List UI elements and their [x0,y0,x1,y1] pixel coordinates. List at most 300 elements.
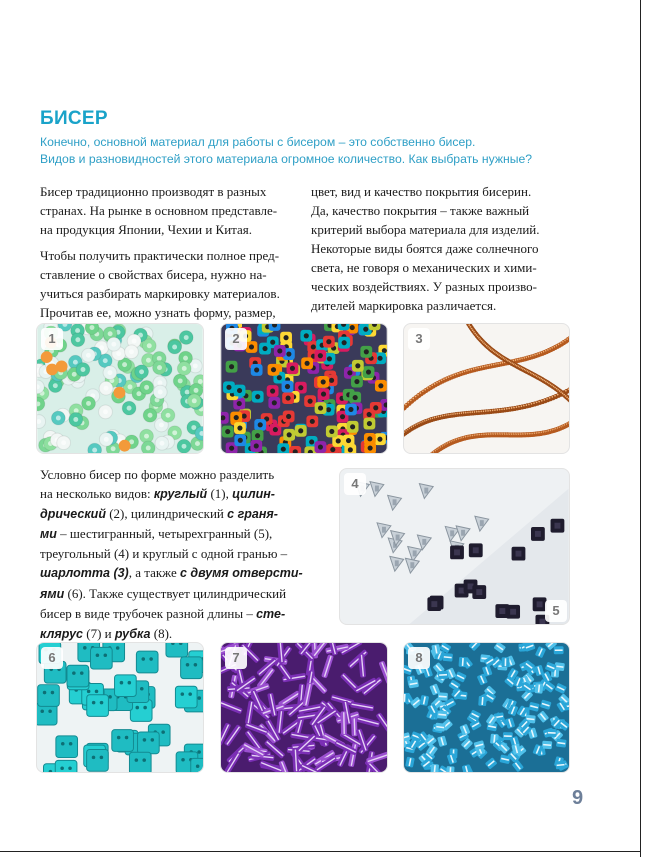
text-fragment: на несколько видов: [40,486,154,502]
bead-shape [194,388,199,393]
bead-shape [114,387,126,399]
bead-shape [144,434,149,439]
bead-shape [51,691,55,695]
bead-shape [356,716,380,728]
bead-shape [140,687,144,691]
bead-shape [318,353,323,358]
bead-shape [536,401,538,403]
bead-shape [373,405,378,410]
bead-shape [136,391,141,396]
bead-shape [80,367,85,372]
photo-number-badge: 8 [408,647,430,669]
bead-shape [53,383,58,388]
bead-shape [480,520,484,526]
bead-shape [378,356,383,361]
bead-shape [347,370,352,375]
bead-shape [473,547,479,553]
bead-types-text [40,465,310,644]
bead-shape [454,549,460,555]
bead-shape [273,427,278,432]
bead-shape [368,445,373,450]
bead-shape [237,401,242,406]
bead-shape [511,407,513,409]
photo-bugle-beads [220,642,388,773]
left-column [40,182,302,329]
bead-shape [103,358,108,363]
bead-shape [557,394,559,396]
bead-shape [136,651,158,673]
bead-shape [506,408,508,410]
bead-shape [311,344,316,349]
photo-number-badge: 3 [408,328,430,350]
bead-shape [551,396,553,398]
bead-shape [408,679,419,688]
bead-shape [147,343,152,348]
text-fragment: – шестигранный, четырехгранный (5), [56,526,273,542]
bead-shape [330,447,335,452]
bead-shape [151,738,155,742]
photo-cylinder-beads [220,323,388,454]
bead-shape [340,711,346,735]
text-line: цвет, вид и качество покрытия бисерин. [311,184,532,199]
term-cylindrical: дрический [40,507,106,522]
bead-shape [286,351,291,356]
bead-shape [542,741,552,750]
bead-shape [68,766,72,770]
bead-shape [111,446,116,451]
bead-shape [405,404,407,406]
bead-shape [144,385,149,390]
page-border-bottom [0,851,641,852]
bead-shape [505,717,515,729]
bead-shape [508,408,510,410]
bead-shape [41,351,53,363]
bead-shape [197,696,201,700]
bead-shape [175,686,197,708]
bead-shape [565,390,567,392]
paragraph [40,182,302,239]
subtitle-line: Конечно, основной материал для работы с бисером – это собственно бисер. [40,135,476,149]
bead-shape [158,380,163,385]
bead-shape [417,394,419,396]
bead-shape [523,405,525,407]
bead-shape [67,665,89,687]
bead-shape [108,331,113,336]
bead-shape [262,346,267,351]
bead-shape [234,415,239,420]
bead-shape [178,378,183,383]
bead-shape [122,362,127,367]
bead-shape [132,339,137,344]
bead-shape [304,333,309,338]
bead-shape [80,671,84,675]
bead-shape [83,646,87,650]
bead-shape [431,601,437,607]
photo-number-badge: 2 [225,328,247,350]
bead-shape [92,701,96,705]
bead-shape [92,756,96,760]
bead-shape [277,375,282,380]
bead-shape [309,439,314,444]
bead-shape [504,408,506,410]
bead-shape [437,710,448,719]
bead-shape [75,337,80,342]
bead-shape [555,683,567,694]
bead-shape [104,653,108,657]
bead-shape [188,692,192,696]
bead-shape [510,609,516,615]
text-fragment: (2), цилиндрический [105,506,228,522]
bead-shape [138,732,160,754]
bead-shape [501,657,509,667]
page-number: 9 [572,787,584,809]
bead-shape [405,757,415,768]
bead-shape [146,358,151,363]
bead-shape [533,402,535,404]
bead-shape [544,399,546,401]
text-line: критерий выбора материала для изделий. [311,222,540,237]
term-charlotte: шарлотта (3) [40,566,129,581]
text-fragment: (8). [150,625,173,641]
bead-shape [468,643,480,651]
bead-shape [348,407,353,412]
bead-shape [143,706,147,710]
bead-shape [242,414,247,419]
bead-shape [535,531,541,537]
bead-shape [518,406,520,408]
text-fragment: (6). Также существует цилиндрический [64,585,287,601]
bead-shape [135,758,139,762]
bead-shape [290,366,295,371]
bead-shape [454,671,466,682]
bead-shape [221,700,243,714]
bead-shape [329,429,334,434]
bead-shape [73,417,78,422]
bead-shape [286,396,291,401]
bead-shape [516,406,518,408]
bead-shape [298,428,303,433]
bead-shape [420,392,422,394]
bead-shape [186,663,190,667]
bead-shape [115,675,137,697]
bead-shape [348,447,353,452]
bead-shape [285,384,290,389]
text-fragment: (1), [207,486,233,502]
bead-shape [72,671,76,675]
bead-shape [277,348,282,353]
bead-shape [108,370,113,375]
bead-shape [537,601,543,607]
bead-shape [535,683,544,694]
bead-shape [413,550,417,556]
bead-shape [40,709,44,713]
bead-shape [540,699,552,709]
text-line: света, не говоря о механических и хими- [311,260,537,275]
triangle-cube-beads-image [340,469,569,624]
bead-shape [410,400,412,402]
bead-shape [194,663,198,667]
bead-shape [161,730,165,734]
photo-number-badge: 6 [41,647,63,669]
bead-shape [229,364,234,369]
photo-charlotte-beads [403,323,570,454]
bead-shape [318,406,323,411]
bead-shape [298,385,303,390]
bead-shape [318,444,323,449]
bead-shape [119,440,131,452]
bead-shape [270,340,275,345]
bead-shape [528,404,530,406]
term-chopped: рубка [114,626,151,641]
bead-shape [350,701,374,711]
bead-shape [149,657,153,661]
bead-shape [75,328,80,333]
bead-shape [160,441,165,446]
bead-shape [271,367,276,372]
bead-shape [347,649,369,669]
bead-shape [555,649,563,651]
bead-shape [226,385,231,390]
bead-shape [103,409,108,414]
text-fragment: , а также [128,565,180,581]
bead-shape [92,448,97,453]
term-cylindrical: цилин- [232,487,275,502]
text-fragment: бисер в виде трубочек разной длины – [40,605,257,621]
bead-shape [549,397,551,399]
bead-shape [513,407,515,409]
bead-shape [229,446,234,451]
term-faceted: с граня- [227,507,278,522]
bead-shape [393,499,397,505]
bead-shape [61,440,66,445]
bead-shape [305,361,310,366]
photo-number-badge: 7 [225,647,247,669]
bead-shape [327,356,332,361]
bead-shape [225,429,230,434]
term-two-holes: ями [40,586,65,601]
bead-shape [396,535,400,541]
subtitle-line: Видов и разновидностей этого материала огромное количество. Как выбрать нужные? [40,152,533,166]
bead-shape [159,422,164,427]
bead-shape [503,732,513,740]
text-line: Бисер традиционно производят в разных [40,184,267,199]
photo-round-beads [36,323,204,454]
text-line: Да, качество покрытия – также важный [311,203,530,218]
bead-shape [382,527,386,533]
bead-shape [541,400,543,402]
bead-shape [422,539,426,545]
bead-shape [438,671,448,679]
bead-shape [321,654,334,678]
page-subtitle [40,134,600,168]
bead-shape [237,425,242,430]
text-line: треугольный (4) и круглый с одной гранью – [40,546,288,562]
bead-shape [125,736,129,740]
bead-shape [531,403,533,405]
bead-shape [255,394,260,399]
bead-shape [272,400,277,405]
bead-shape [56,736,78,758]
bead-shape [326,407,331,412]
bead-shape [354,379,359,384]
bead-shape [104,437,109,442]
bead-shape [56,416,61,421]
bead-shape [112,730,134,752]
bead-shape [404,693,409,703]
bead-shape [56,361,68,373]
bead-shape [326,339,331,344]
photo-triangle-cube-beads [339,468,570,625]
bead-shape [435,723,446,732]
bead-shape [342,340,347,345]
bead-shape [157,356,162,361]
bead-shape [310,419,315,424]
bead-shape [135,706,139,710]
bead-shape [308,399,313,404]
bead-shape [505,658,507,666]
bead-shape [157,365,162,370]
bead-shape [191,425,196,430]
bead-shape [95,690,99,694]
text-fragment: (7) и [83,625,115,641]
bead-shape [430,764,439,772]
bead-shape [116,646,120,650]
bead-shape [141,657,145,661]
bead-shape [363,327,368,332]
bead-shape [375,486,379,492]
term-round: круглый [153,487,208,502]
text-line: странах. На рынке в основном представле- [40,203,278,218]
text-line: Чтобы получить практически полное пред- [40,248,280,263]
bead-shape [142,758,146,762]
text-line: дителей маркировка различается. [311,298,497,313]
bead-shape [184,335,189,340]
bead-shape [117,736,121,740]
bead-shape [87,690,91,694]
photo-two-hole-beads [36,642,204,773]
bead-shape [367,436,372,441]
bead-shape [437,735,447,747]
bead-shape [270,388,275,393]
term-faceted: ми [40,527,57,542]
bead-shape [129,349,134,354]
bead-shape [258,422,263,427]
bead-shape [183,356,188,361]
text-line: на продукция Японии, Чехии и Китая. [40,222,253,237]
bead-shape [346,438,351,443]
bead-shape [358,654,366,678]
bead-shape [410,562,414,568]
bead-shape [192,398,197,403]
bead-shape [353,395,358,400]
bead-shape [181,758,185,762]
bead-shape [249,344,254,349]
bead-shape [48,709,52,713]
bead-shape [193,363,198,368]
bead-shape [87,695,109,717]
bead-shape [86,401,91,406]
bead-shape [255,433,260,438]
bead-shape [139,369,144,374]
page-border-right [640,0,641,857]
bead-shape [286,414,291,419]
bead-shape [111,342,116,347]
term-bugle: клярус [40,626,83,641]
bead-shape [521,405,523,407]
bead-shape [419,695,429,706]
bead-shape [461,530,465,536]
text-line: учиться разбирать маркировку материалов. [40,286,280,301]
bead-shape [195,441,200,446]
bead-shape [355,363,360,368]
bead-shape [431,644,440,655]
bead-shape [172,430,177,435]
bead-shape [528,702,539,712]
bead-shape [158,390,163,395]
bead-shape [146,445,151,450]
photo-chopped-beads [403,642,570,773]
bead-shape [462,764,472,772]
bead-shape [350,424,355,429]
text-line: Прочитав ее, можно узнать форму, размер, [40,305,276,320]
photo-number-badge: 5 [545,600,567,622]
bead-shape [128,384,133,389]
term-bugle: сте- [256,606,286,621]
bead-shape [43,691,47,695]
bead-shape [459,657,468,667]
bead-shape [516,551,522,557]
bead-shape [182,444,187,449]
bead-shape [128,681,132,685]
bead-shape [281,447,286,452]
bead-shape [254,367,259,372]
bead-shape [166,643,188,657]
bead-shape [91,647,113,669]
bead-shape [287,432,292,437]
bead-shape [412,398,414,400]
bead-shape [446,766,455,772]
bead-shape [60,766,64,770]
photo-number-badge: 1 [41,328,63,350]
bead-shape [87,750,109,772]
bead-shape [143,738,147,742]
bead-shape [166,413,171,418]
bead-shape [100,701,104,705]
bead-shape [181,692,185,696]
bead-shape [555,761,566,770]
bead-shape [415,396,417,398]
bead-shape [254,443,259,448]
bead-shape [86,353,91,358]
bead-shape [493,643,506,654]
bead-shape [96,653,100,657]
bead-shape [367,421,372,426]
paragraph [311,182,581,315]
bead-shape [181,657,203,679]
bead-shape [55,760,77,772]
bead-shape [120,681,124,685]
bead-shape [395,560,399,566]
bead-shape [245,700,255,724]
bead-shape [450,530,454,536]
bead-shape [329,378,334,383]
bead-shape [321,392,326,397]
bead-shape [554,395,556,397]
bead-shape [424,488,428,494]
bead-shape [546,398,548,400]
bead-shape [127,406,132,411]
bead-shape [90,325,95,330]
